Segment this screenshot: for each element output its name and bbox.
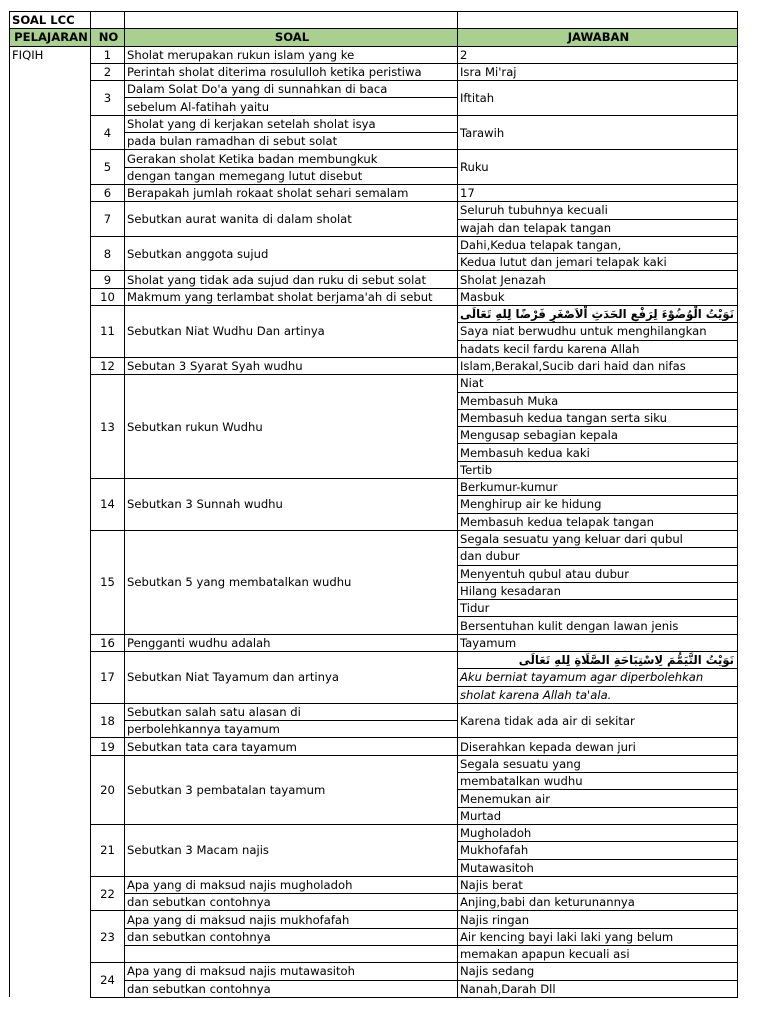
answer-cell: Membasuh kedua tangan serta siku <box>458 409 738 426</box>
question-cell: Sebutkan 3 Sunnah wudhu <box>125 479 458 531</box>
answer-cell: Mutawasitoh <box>458 859 738 876</box>
question-number: 12 <box>91 357 125 374</box>
table-row <box>10 357 738 374</box>
question-cell: Sebutkan 3 pembatalan tayamum <box>125 755 458 824</box>
table-row <box>10 755 738 772</box>
question-cell: Sebutkan salah satu alasan di <box>125 703 458 720</box>
table-row <box>10 530 738 547</box>
question-number: 4 <box>91 115 125 150</box>
answer-cell: Tidur <box>458 600 738 617</box>
answer-cell: Sholat Jenazah <box>458 271 738 288</box>
question-number: 5 <box>91 150 125 185</box>
question-number: 20 <box>91 755 125 824</box>
table-row <box>10 479 738 496</box>
answer-cell: Anjing,babi dan keturunannya <box>458 894 738 911</box>
question-cell: Pengganti wudhu adalah <box>125 634 458 651</box>
answer-cell: Segala sesuatu yang <box>458 755 738 772</box>
answer-cell: Diserahkan kepada dewan juri <box>458 738 738 755</box>
answer-cell: Najis sedang <box>458 963 738 980</box>
question-number: 13 <box>91 375 125 479</box>
question-cell: dengan tangan memegang lutut disebut <box>125 167 458 184</box>
subject-cell: FIQIH <box>10 46 91 997</box>
question-cell: Sebutan 3 Syarat Syah wudhu <box>125 357 458 374</box>
question-number: 8 <box>91 236 125 271</box>
question-number: 15 <box>91 530 125 634</box>
answer-cell: Menemukan air <box>458 790 738 807</box>
answer-cell: memakan apapun kecuali asi <box>458 946 738 963</box>
table-row <box>10 824 738 841</box>
question-cell <box>125 946 458 963</box>
answer-cell: Isra Mi'raj <box>458 63 738 80</box>
answer-cell: Murtad <box>458 807 738 824</box>
title-row <box>10 12 738 29</box>
table-row <box>10 46 738 63</box>
answer-cell: Membasuh kedua kaki <box>458 444 738 461</box>
question-cell: Sebutkan 5 yang membatalkan wudhu <box>125 530 458 634</box>
question-cell: dan sebutkan contohnya <box>125 928 458 945</box>
answer-cell: Menyentuh qubul atau dubur <box>458 565 738 582</box>
answer-cell: Niat <box>458 375 738 392</box>
answer-cell: Karena tidak ada air di sekitar <box>458 703 738 738</box>
question-cell: Sebutkan tata cara tayamum <box>125 738 458 755</box>
answer-cell: Ruku <box>458 150 738 185</box>
answer-cell: sholat karena Allah ta'ala. <box>458 686 738 703</box>
table-row <box>10 288 738 305</box>
question-number: 7 <box>91 202 125 237</box>
answer-cell: Hilang kesadaran <box>458 582 738 599</box>
answer-cell: Seluruh tubuhnya kecuali <box>458 202 738 219</box>
question-number: 2 <box>91 63 125 80</box>
empty-cell <box>91 12 125 29</box>
answer-cell: نَوَيْتُ التَّيَمُّمَ لِاسْتِبَاحَةِ الصَّلَاةِ لِلهِ تَعَالَى <box>458 651 738 668</box>
answer-cell: 17 <box>458 184 738 201</box>
question-cell: Sebutkan rukun Wudhu <box>125 375 458 479</box>
answer-cell: Menghirup air ke hidung <box>458 496 738 513</box>
question-number: 16 <box>91 634 125 651</box>
answer-cell: Bersentuhan kulit dengan lawan jenis <box>458 617 738 634</box>
answer-cell: hadats kecil fardu karena Allah <box>458 340 738 357</box>
header-question: SOAL <box>125 29 458 46</box>
table-row <box>10 202 738 219</box>
table-row <box>10 375 738 392</box>
table-row <box>10 184 738 201</box>
answer-cell: Iftitah <box>458 81 738 116</box>
answer-cell: Tayamum <box>458 634 738 651</box>
question-cell: Makmum yang terlambat sholat berjama'ah di sebut <box>125 288 458 305</box>
answer-cell: Air kencing bayi laki laki yang belum <box>458 928 738 945</box>
question-number: 22 <box>91 876 125 911</box>
table-row <box>10 271 738 288</box>
question-cell: dan sebutkan contohnya <box>125 894 458 911</box>
question-cell: perbolehkannya tayamum <box>125 721 458 738</box>
answer-cell: Najis berat <box>458 876 738 893</box>
answer-cell: Aku berniat tayamum agar diperbolehkan <box>458 669 738 686</box>
answer-cell: Saya niat berwudhu untuk menghilangkan <box>458 323 738 340</box>
question-number: 18 <box>91 703 125 738</box>
question-cell: Sebutkan anggota sujud <box>125 236 458 271</box>
question-cell: Berapakah jumlah rokaat sholat sehari semalam <box>125 184 458 201</box>
answer-cell: wajah dan telapak tangan <box>458 219 738 236</box>
answer-cell: Kedua lutut dan jemari telapak kaki <box>458 254 738 271</box>
question-number: 11 <box>91 306 125 358</box>
answer-cell: Dahi,Kedua telapak tangan, <box>458 236 738 253</box>
answer-cell: Najis ringan <box>458 911 738 928</box>
answer-cell: membatalkan wudhu <box>458 773 738 790</box>
question-cell: Sebutkan 3 Macam najis <box>125 824 458 876</box>
header-answer: JAWABAN <box>458 29 738 46</box>
table-row <box>10 81 738 98</box>
answer-cell: Membasuh Muka <box>458 392 738 409</box>
empty-cell <box>125 12 458 29</box>
question-number: 6 <box>91 184 125 201</box>
table-row <box>10 634 738 651</box>
answer-cell: Mengusap sebagian kepala <box>458 427 738 444</box>
header-row <box>10 29 738 46</box>
question-number: 14 <box>91 479 125 531</box>
table-row <box>10 115 738 132</box>
question-cell: Sebutkan aurat wanita di dalam sholat <box>125 202 458 237</box>
question-cell: Sebutkan Niat Tayamum dan artinya <box>125 651 458 703</box>
answer-cell: Nanah,Darah Dll <box>458 980 738 997</box>
answer-cell: Islam,Berakal,Sucib dari haid dan nifas <box>458 357 738 374</box>
answer-cell: Tarawih <box>458 115 738 150</box>
table-row <box>10 703 738 720</box>
question-number: 3 <box>91 81 125 116</box>
question-cell: Sebutkan Niat Wudhu Dan artinya <box>125 306 458 358</box>
question-number: 17 <box>91 651 125 703</box>
question-cell: Gerakan sholat Ketika badan membungkuk <box>125 150 458 167</box>
answer-cell: Mugholadoh <box>458 824 738 841</box>
question-cell: Apa yang di maksud najis mugholadoh <box>125 876 458 893</box>
answer-cell: Tertib <box>458 461 738 478</box>
answer-cell: Mukhofafah <box>458 842 738 859</box>
table-row <box>10 911 738 928</box>
question-cell: sebelum Al-fatihah yaitu <box>125 98 458 115</box>
question-number: 9 <box>91 271 125 288</box>
table-row <box>10 63 738 80</box>
question-cell: pada bulan ramadhan di sebut solat <box>125 133 458 150</box>
question-number: 24 <box>91 963 125 998</box>
answer-cell: Segala sesuatu yang keluar dari qubul <box>458 530 738 547</box>
table-row <box>10 963 738 980</box>
question-cell: Perintah sholat diterima rosululloh ketika peristiwa <box>125 63 458 80</box>
question-cell: Apa yang di maksud najis mutawasitoh <box>125 963 458 980</box>
answer-cell: Berkumur-kumur <box>458 479 738 496</box>
table-row <box>10 876 738 893</box>
empty-cell <box>458 12 738 29</box>
question-number: 10 <box>91 288 125 305</box>
table-row <box>10 306 738 323</box>
answer-cell: 2 <box>458 46 738 63</box>
question-cell: Sholat yang di kerjakan setelah sholat isya <box>125 115 458 132</box>
question-sheet <box>9 11 738 998</box>
answer-cell: نَوَيْتُ الْوُضُوْءَ لِرَفْعِ الحَدَثِ اْلاَصْغَرِ فَرْضًا لِلهِ تَعَالَى <box>458 306 738 323</box>
header-no: NO <box>91 29 125 46</box>
sheet-title: SOAL LCC <box>10 12 91 29</box>
question-cell: Sholat merupakan rukun islam yang ke <box>125 46 458 63</box>
question-cell: Dalam Solat Do'a yang di sunnahkan di baca <box>125 81 458 98</box>
question-number: 19 <box>91 738 125 755</box>
answer-cell: dan dubur <box>458 548 738 565</box>
table-row <box>10 738 738 755</box>
question-number: 21 <box>91 824 125 876</box>
table-row <box>10 651 738 668</box>
table-row <box>10 236 738 253</box>
question-cell: Apa yang di maksud najis mukhofafah <box>125 911 458 928</box>
question-cell: Sholat yang tidak ada sujud dan ruku di sebut solat <box>125 271 458 288</box>
table-row <box>10 150 738 167</box>
question-number: 1 <box>91 46 125 63</box>
answer-cell: Membasuh kedua telapak tangan <box>458 513 738 530</box>
answer-cell: Masbuk <box>458 288 738 305</box>
question-number: 23 <box>91 911 125 963</box>
header-subject: PELAJARAN <box>10 29 91 46</box>
question-cell: dan sebutkan contohnya <box>125 980 458 997</box>
